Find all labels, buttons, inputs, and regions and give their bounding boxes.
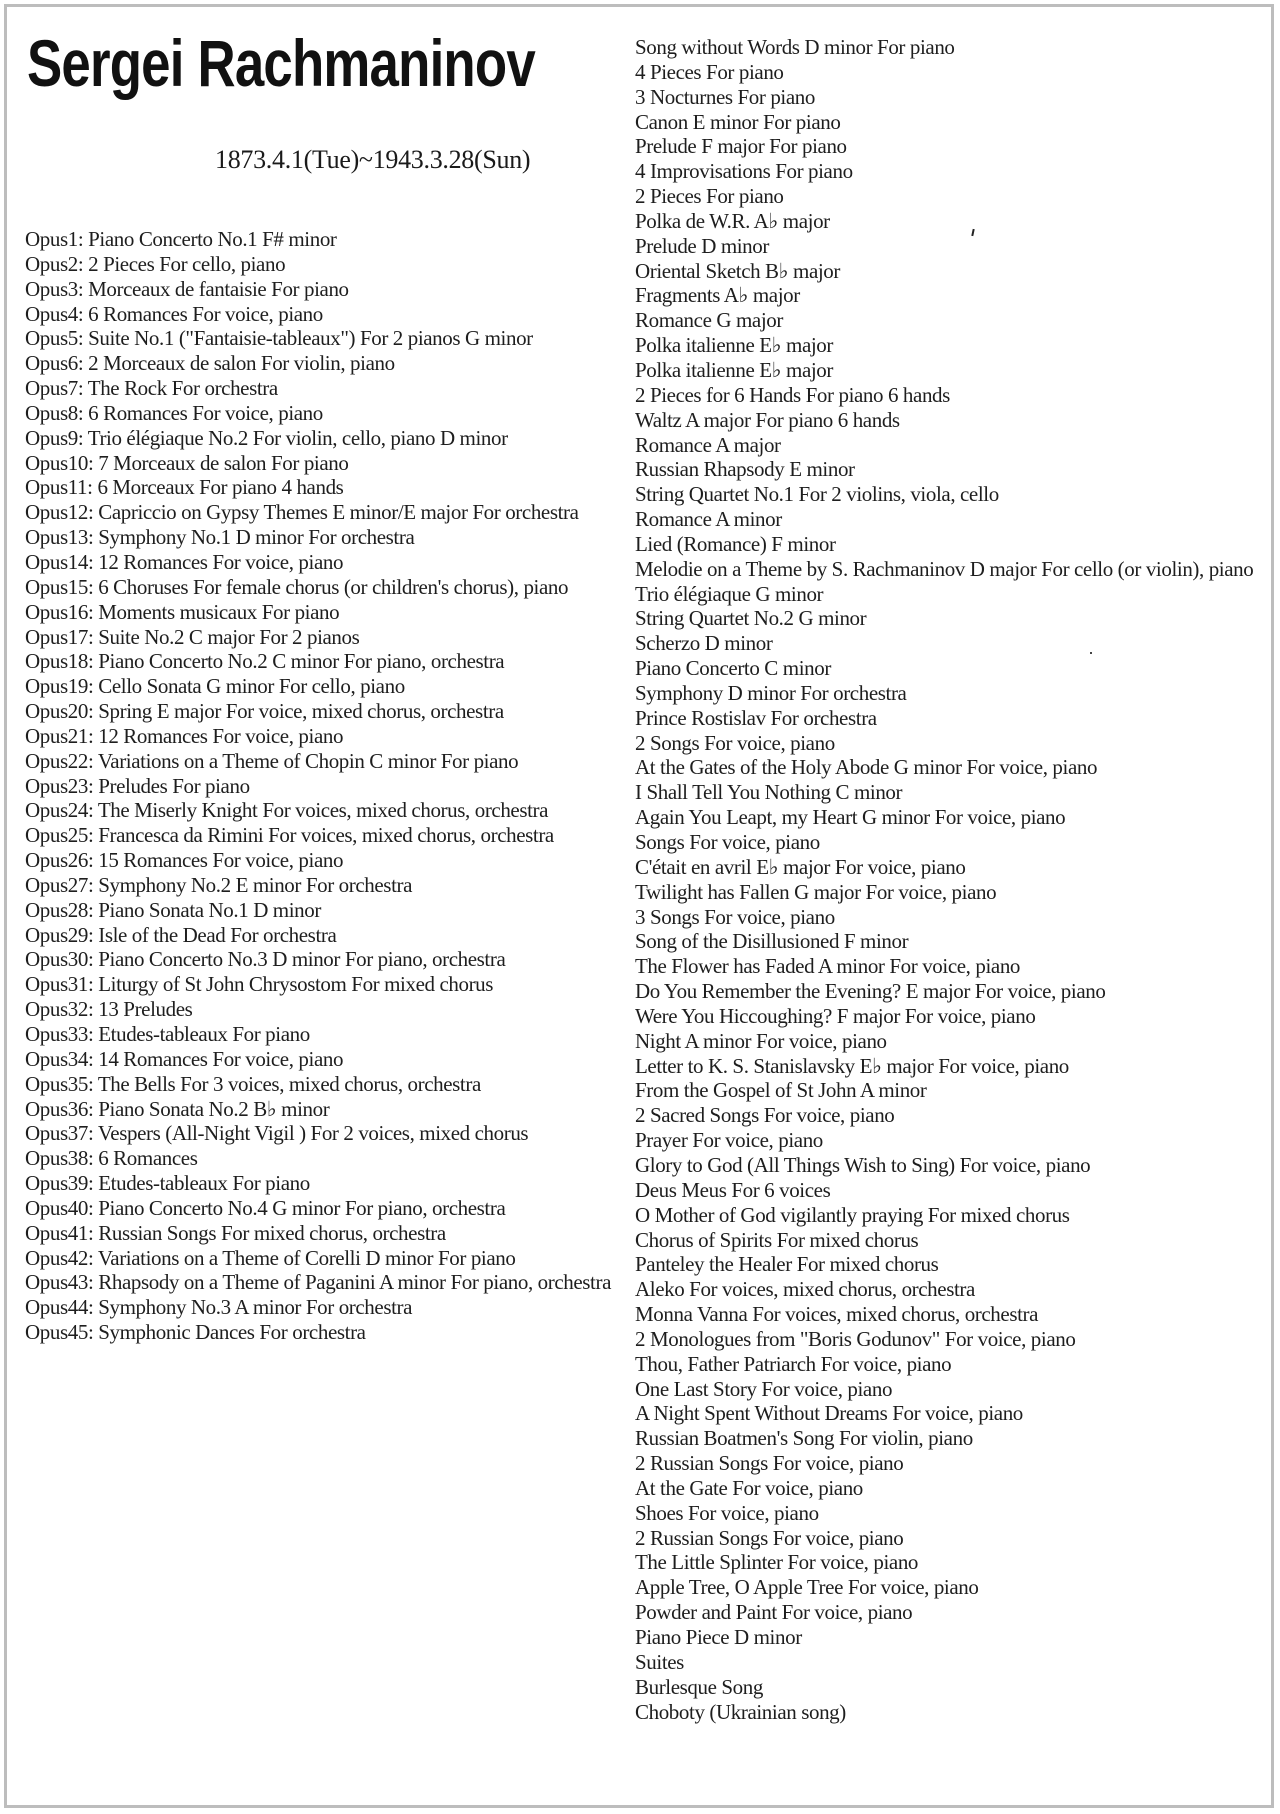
work-item: Were You Hiccoughing? F major For voice, piano — [635, 1003, 1036, 1028]
opus-item — [25, 426, 611, 451]
work-item: Lied (Romance) F minor — [635, 531, 836, 556]
opus-item — [25, 873, 611, 898]
opus-item — [25, 798, 611, 823]
opus-work-title: 6 Romances For voice, piano — [88, 301, 323, 326]
work-item: Prince Rostislav For orchestra — [635, 705, 877, 730]
composer-name: Sergei Rachmaninov — [27, 26, 535, 100]
opus-item — [25, 1072, 611, 1097]
opus-item — [25, 351, 611, 376]
work-item: The Flower has Faded A minor For voice, piano — [635, 954, 1021, 979]
work-item: Panteley the Healer For mixed chorus — [635, 1252, 939, 1277]
opus-work-title: The Miserly Knight For voices, mixed chorus, orchestra — [97, 798, 549, 823]
work-item: Song of the Disillusioned F minor — [635, 929, 909, 954]
work-item: 2 Pieces For piano — [635, 184, 784, 209]
opus-number: Opus26: — [25, 848, 94, 873]
opus-item — [25, 649, 611, 674]
opus-work-title: Piano Sonata No.1 D minor — [98, 897, 321, 922]
work-item: Apple Tree, O Apple Tree For voice, piano — [635, 1575, 979, 1600]
other-works-list — [635, 35, 1253, 1724]
work-item: Do You Remember the Evening? E major For voice, piano — [635, 979, 1106, 1004]
opus-work-title: 2 Pieces For cello, piano — [88, 251, 286, 276]
work-item: Fragments A♭ major — [635, 283, 800, 308]
opus-number: Opus34: — [25, 1046, 94, 1071]
work-item: Polka italienne E♭ major — [635, 357, 834, 382]
opus-item — [25, 1221, 611, 1246]
opus-work-title: 13 Preludes — [98, 997, 193, 1022]
opus-item — [25, 1047, 611, 1072]
work-item: Glory to God (All Things Wish to Sing) For voice, piano — [635, 1152, 1091, 1177]
opus-item — [25, 947, 611, 972]
opus-number: Opus18: — [25, 649, 94, 674]
opus-work-title: 7 Morceaux de salon For piano — [98, 450, 349, 475]
opus-number: Opus37: — [25, 1121, 94, 1146]
opus-number: Opus22: — [25, 748, 94, 773]
opus-work-title: Rhapsody on a Theme of Paganini A minor For piano, orchestra — [98, 1270, 612, 1295]
work-item: String Quartet No.1 For 2 violins, viola, cello — [635, 482, 999, 507]
opus-work-title: 6 Morceaux For piano 4 hands — [97, 475, 344, 500]
opus-item — [25, 1320, 611, 1345]
opus-item — [25, 326, 611, 351]
opus-item — [25, 674, 611, 699]
work-item: Canon E minor For piano — [635, 109, 841, 134]
composer-dates: 1873.4.1(Tue)~1943.3.28(Sun) — [215, 145, 531, 174]
opus-number: Opus30: — [25, 947, 94, 972]
opus-number: Opus15: — [25, 574, 94, 599]
opus-work-title: Piano Concerto No.4 G minor For piano, orchestra — [98, 1195, 506, 1220]
opus-work-title: Trio élégiaque No.2 For violin, cello, piano D minor — [87, 425, 508, 450]
opus-work-title: 14 Romances For voice, piano — [98, 1046, 344, 1071]
work-item: 4 Pieces For piano — [635, 59, 784, 84]
work-item: From the Gospel of St John A minor — [635, 1078, 927, 1103]
opus-number: Opus13: — [25, 525, 94, 550]
work-item: Shoes For voice, piano — [635, 1500, 819, 1525]
work-item: Trio élégiaque G minor — [635, 581, 824, 606]
opus-number: Opus33: — [25, 1022, 94, 1046]
opus-item — [25, 724, 611, 749]
work-item: Romance G major — [635, 308, 783, 333]
work-item: Song without Words D minor For piano — [635, 35, 955, 59]
opus-item — [25, 823, 611, 848]
opus-number: Opus5: — [25, 326, 84, 351]
opus-number: Opus20: — [25, 699, 94, 724]
opus-item — [25, 923, 611, 948]
work-item: I Shall Tell You Nothing C minor — [635, 780, 903, 805]
opus-work-title: The Bells For 3 voices, mixed chorus, orchestra — [97, 1071, 481, 1096]
opus-work-title: Variations on a Theme of Chopin C minor For piano — [97, 748, 519, 773]
opus-work-title: 6 Romances For voice, piano — [88, 400, 323, 425]
work-item: C'était en avril E♭ major For voice, piano — [635, 854, 966, 879]
opus-number: Opus3: — [25, 276, 84, 301]
opus-item — [25, 277, 611, 302]
work-item: 2 Songs For voice, piano — [635, 730, 835, 755]
opus-number: Opus6: — [25, 351, 84, 376]
work-item: Oriental Sketch B♭ major — [635, 258, 841, 283]
scan-speck — [1090, 652, 1092, 654]
opus-item — [25, 451, 611, 476]
opus-item — [25, 1121, 611, 1146]
work-item: 2 Russian Songs For voice, piano — [635, 1451, 904, 1476]
opus-item — [25, 1246, 611, 1271]
opus-number: Opus31: — [25, 972, 94, 997]
opus-item — [25, 1171, 611, 1196]
work-item: Romance A minor — [635, 507, 782, 532]
work-item: Waltz A major For piano 6 hands — [635, 407, 900, 432]
opus-number: Opus24: — [25, 798, 94, 823]
opus-number: Opus4: — [25, 301, 84, 326]
opus-number: Opus39: — [25, 1171, 94, 1196]
work-item: At the Gates of the Holy Abode G minor For voice, piano — [635, 755, 1098, 780]
work-item: Prelude F major For piano — [635, 134, 847, 159]
opus-work-title: Morceaux de fantaisie For piano — [88, 276, 349, 301]
opus-item — [25, 699, 611, 724]
opus-item — [25, 401, 611, 426]
work-item: Suites — [635, 1649, 684, 1674]
opus-number: Opus10: — [25, 450, 94, 475]
work-item: The Little Splinter For voice, piano — [635, 1550, 919, 1575]
opus-number: Opus14: — [25, 549, 94, 574]
work-item: O Mother of God vigilantly praying For mixed chorus — [635, 1202, 1070, 1227]
opus-number: Opus19: — [25, 674, 94, 699]
opus-item — [25, 898, 611, 923]
opus-number: Opus29: — [25, 922, 94, 947]
opus-work-title: Preludes For piano — [98, 773, 250, 798]
opus-item — [25, 302, 611, 327]
work-item: Twilight has Fallen G major For voice, piano — [635, 879, 997, 904]
work-item: Letter to K. S. Stanislavsky E♭ major For voice, piano — [635, 1053, 1069, 1078]
opus-work-title: Piano Concerto No.3 D minor For piano, orchestra — [98, 947, 506, 972]
work-item: Polka de W.R. A♭ major — [635, 208, 830, 233]
work-item: Songs For voice, piano — [635, 830, 820, 854]
work-item: Deus Meus For 6 voices — [635, 1177, 831, 1202]
work-item: Aleko For voices, mixed chorus, orchestra — [635, 1277, 975, 1302]
opus-work-title: The Rock For orchestra — [87, 376, 278, 401]
opus-work-title: Symphony No.3 A minor For orchestra — [98, 1295, 413, 1320]
work-item: 2 Monologues from "Boris Godunov" For voice, piano — [635, 1326, 1076, 1351]
opus-number: Opus12: — [25, 500, 94, 525]
opus-item — [25, 227, 611, 252]
work-item: String Quartet No.2 G minor — [635, 606, 867, 631]
opus-number: Opus21: — [25, 723, 94, 748]
opus-work-title: Suite No.1 ("Fantaisie-tableaux") For 2 pianos G minor — [88, 326, 533, 351]
opus-work-title: Isle of the Dead For orchestra — [98, 922, 337, 947]
opus-work-title: Spring E major For voice, mixed chorus, orchestra — [98, 699, 504, 724]
opus-item — [25, 1196, 611, 1221]
opus-number: Opus32: — [25, 997, 94, 1022]
opus-item — [25, 600, 611, 625]
opus-item — [25, 550, 611, 575]
opus-item — [25, 1295, 611, 1320]
work-item: Burlesque Song — [635, 1674, 763, 1699]
opus-item — [25, 1270, 611, 1295]
opus-work-title: 15 Romances For voice, piano — [98, 848, 344, 873]
opus-item — [25, 525, 611, 550]
opus-item — [25, 997, 611, 1022]
work-item: Symphony D minor For orchestra — [635, 680, 907, 705]
opus-list — [25, 227, 611, 1345]
opus-number: Opus45: — [25, 1320, 94, 1345]
opus-item — [25, 625, 611, 650]
opus-item — [25, 1022, 611, 1047]
work-item: Polka italienne E♭ major — [635, 333, 834, 358]
opus-number: Opus35: — [25, 1071, 94, 1096]
opus-number: Opus43: — [25, 1270, 94, 1295]
opus-number: Opus25: — [25, 823, 94, 848]
opus-work-title: 12 Romances For voice, piano — [98, 549, 344, 574]
work-item: Prayer For voice, piano — [635, 1128, 823, 1153]
work-item: Thou, Father Patriarch For voice, piano — [635, 1351, 952, 1376]
opus-number: Opus36: — [25, 1096, 94, 1121]
work-item: Chorus of Spirits For mixed chorus — [635, 1227, 919, 1252]
work-item: Piano Concerto C minor — [635, 656, 831, 681]
work-item: 3 Nocturnes For piano — [635, 84, 815, 109]
work-item: A Night Spent Without Dreams For voice, piano — [635, 1401, 1023, 1426]
opus-number: Opus9: — [25, 425, 84, 450]
opus-number: Opus38: — [25, 1146, 94, 1171]
opus-item — [25, 972, 611, 997]
opus-number: Opus8: — [25, 400, 84, 425]
work-item: Prelude D minor — [635, 233, 769, 258]
opus-work-title: 6 Romances — [98, 1146, 198, 1171]
opus-number: Opus11: — [25, 475, 93, 500]
opus-work-title: Piano Concerto No.2 C minor For piano, orchestra — [98, 649, 505, 674]
opus-work-title: Francesca da Rimini For voices, mixed chorus, orchestra — [98, 823, 554, 848]
opus-item — [25, 774, 611, 799]
opus-work-title: Etudes-tableaux For piano — [98, 1171, 310, 1196]
opus-item — [25, 1097, 611, 1122]
opus-work-title: Capriccio on Gypsy Themes E minor/E major For orchestra — [98, 500, 579, 525]
opus-work-title: Symphonic Dances For orchestra — [98, 1320, 366, 1345]
work-item: Russian Rhapsody E minor — [635, 457, 855, 482]
opus-item — [25, 252, 611, 277]
opus-work-title: Vespers (All-Night Vigil ) For 2 voices, mixed chorus — [97, 1121, 529, 1146]
opus-item — [25, 500, 611, 525]
opus-work-title: Piano Sonata No.2 B♭ minor — [98, 1096, 330, 1121]
opus-number: Opus17: — [25, 624, 94, 649]
work-item: Monna Vanna For voices, mixed chorus, orchestra — [635, 1302, 1039, 1327]
work-item: Romance A major — [635, 432, 781, 457]
work-item: Again You Leapt, my Heart G minor For voice, piano — [635, 805, 1066, 830]
work-item: Melodie on a Theme by S. Rachmaninov D major For cello (or violin), piano — [635, 556, 1254, 581]
work-item: Scherzo D minor — [635, 631, 773, 656]
work-item: 3 Songs For voice, piano — [635, 904, 835, 929]
opus-work-title: Etudes-tableaux For piano — [98, 1022, 310, 1046]
opus-number: Opus41: — [25, 1220, 94, 1245]
opus-work-title: 2 Morceaux de salon For violin, piano — [88, 351, 395, 376]
opus-number: Opus44: — [25, 1295, 94, 1320]
work-item: Russian Boatmen's Song For violin, piano — [635, 1426, 973, 1451]
opus-number: Opus2: — [25, 251, 84, 276]
opus-item — [25, 1146, 611, 1171]
work-item: 4 Improvisations For piano — [635, 159, 853, 184]
opus-item — [25, 848, 611, 873]
work-item: At the Gate For voice, piano — [635, 1475, 863, 1500]
opus-number: Opus16: — [25, 599, 94, 624]
work-item: 2 Russian Songs For voice, piano — [635, 1525, 904, 1550]
opus-work-title: 12 Romances For voice, piano — [98, 723, 344, 748]
opus-item — [25, 749, 611, 774]
opus-work-title: Cello Sonata G minor For cello, piano — [98, 674, 405, 699]
opus-number: Opus1: — [25, 227, 84, 251]
opus-work-title: Symphony No.1 D minor For orchestra — [98, 525, 415, 550]
work-item: 2 Pieces for 6 Hands For piano 6 hands — [635, 382, 950, 407]
opus-work-title: Piano Concerto No.1 F# minor — [88, 227, 337, 251]
opus-work-title: Variations on a Theme of Corelli D minor For piano — [97, 1245, 516, 1270]
opus-work-title: Suite No.2 C major For 2 pianos — [98, 624, 360, 649]
opus-work-title: 6 Choruses For female chorus (or children's chorus), piano — [98, 574, 569, 599]
work-item: 2 Sacred Songs For voice, piano — [635, 1103, 895, 1128]
opus-number: Opus40: — [25, 1195, 94, 1220]
opus-work-title: Russian Songs For mixed chorus, orchestra — [98, 1220, 446, 1245]
opus-item — [25, 475, 611, 500]
work-item: Night A minor For voice, piano — [635, 1028, 887, 1053]
work-item: One Last Story For voice, piano — [635, 1376, 893, 1401]
opus-number: Opus42: — [25, 1245, 94, 1270]
opus-number: Opus27: — [25, 872, 94, 897]
opus-number: Opus7: — [25, 376, 84, 401]
work-item: Powder and Paint For voice, piano — [635, 1600, 913, 1625]
opus-number: Opus23: — [25, 773, 94, 798]
opus-item — [25, 376, 611, 401]
opus-work-title: Moments musicaux For piano — [98, 599, 340, 624]
opus-number: Opus28: — [25, 897, 94, 922]
work-item: Piano Piece D minor — [635, 1625, 802, 1649]
opus-work-title: Liturgy of St John Chrysostom For mixed chorus — [98, 972, 494, 997]
opus-work-title: Symphony No.2 E minor For orchestra — [98, 872, 413, 897]
opus-item — [25, 575, 611, 600]
work-item: Choboty (Ukrainian song) — [635, 1699, 846, 1724]
